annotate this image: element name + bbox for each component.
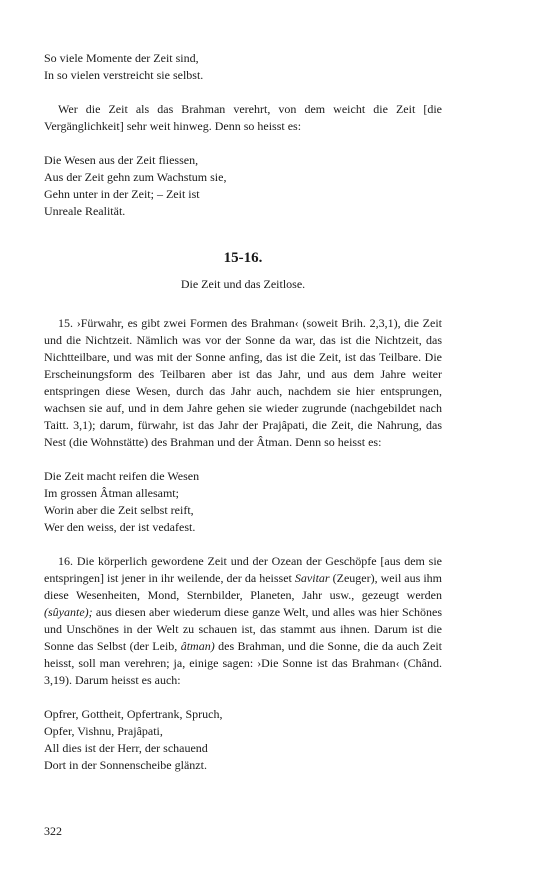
verse-2 <box>44 152 442 220</box>
verse-line: Im grossen Âtman allesamt; <box>44 486 179 500</box>
verse-line: So viele Momente der Zeit sind, <box>44 51 199 65</box>
verse-line: Die Zeit macht reifen die Wesen <box>44 469 200 483</box>
section-heading: 15-16. <box>223 250 263 266</box>
verse-4 <box>44 706 442 774</box>
verse-line: Dort in der Sonnenscheibe glänzt. <box>44 758 207 772</box>
verse-line: In so vielen verstreicht sie selbst. <box>44 68 204 82</box>
verse-line: All dies ist der Herr, der schauend <box>44 741 208 755</box>
italic-term: (sûyante); <box>44 605 93 619</box>
verse-line: Wer den weiss, der ist vedafest. <box>44 520 196 534</box>
paragraph-text: 16. Die körperlich gewordene Zeit und der Ozean der Geschöpfe [aus dem sie entspringen] ist jener in ihr weilende, der da heisset <box>44 554 442 585</box>
paragraph-text: des Brahman, und die Sonne, die da auch Zeit heisst, soll man verehren; ja, einige sagen: ›Die Sonne ist das Brahman‹ (Chând. 3,19). Darum heisst es auch: <box>44 639 442 687</box>
page-number: 322 <box>44 824 62 838</box>
paragraph-1: Wer die Zeit als das Brahman verehrt, von dem weicht die Zeit [die Vergänglichkeit] sehr weit hinweg. Denn so heisst es: <box>44 102 442 133</box>
page-body <box>44 50 442 774</box>
italic-term: âtman) <box>180 639 215 653</box>
paragraph-16 <box>44 553 442 689</box>
verse-line: Opfrer, Gottheit, Opfertrank, Spruch, <box>44 707 223 721</box>
verse-1 <box>44 50 442 84</box>
section-subheading: Die Zeit und das Zeitlose. <box>180 277 306 291</box>
verse-line: Gehn unter in der Zeit; – Zeit ist <box>44 187 200 201</box>
verse-3 <box>44 468 442 536</box>
paragraph-text: (Zeuger), weil aus ihm diese Wesenheiten, Mond, Sternbilder, Planeten, Jahr usw., gezeugt werden <box>44 571 443 602</box>
italic-term: Savitar <box>294 571 330 585</box>
paragraph-text: aus diesen aber wiederum diese ganze Welt, und alles was hier Schönes und Unschönes in der Welt zu schauen ist, das stammt aus ihnen. Darum ist die Sonne das Selbst (der Leib, <box>44 605 442 653</box>
verse-line: Opfer, Vishnu, Prajâpati, <box>44 724 163 738</box>
verse-line: Aus der Zeit gehn zum Wachstum sie, <box>44 170 227 184</box>
paragraph-15: 15. ›Fürwahr, es gibt zwei Formen des Brahman‹ (soweit Brih. 2,3,1), die Zeit und die Nichtzeit. Nämlich was vor der Sonne da war, das ist die Nichtzeit, das Nichtteilbare, und was mit der Sonne anfing, das ist die Zeit, ist das Teilbare. Die Erscheinungsform des Teilbaren aber ist das Jahr, und aus dem Jahre weiter entspringen diese Wesen, durch das Jahr auch, nachdem sie hier entsprungen, wachsen sie auf, und in dem Jahre gehen sie wieder zugrunde (nachgebildet nach Taitt. 3,1); darum, fürwahr, ist das Jahr der Prajâpati, die Zeit, die Nahrung, das Nest (die Wohnstätte) des Brahman und der Âtman. Denn so heisst es: <box>44 316 442 449</box>
verse-line: Unreale Realität. <box>44 204 126 218</box>
verse-line: Die Wesen aus der Zeit fliessen, <box>44 153 199 167</box>
verse-line: Worin aber die Zeit selbst reift, <box>44 503 194 517</box>
